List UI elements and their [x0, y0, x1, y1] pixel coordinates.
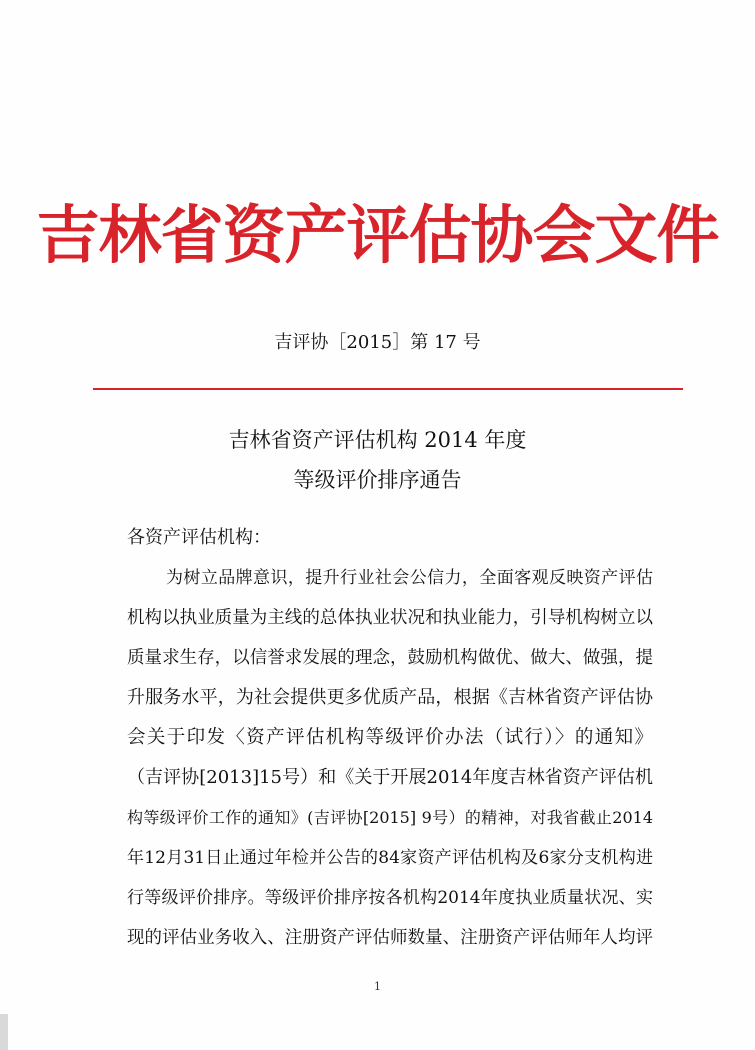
body-line: （吉评协[2013]15号）和《关于开展2014年度吉林省资产评估机: [127, 767, 653, 788]
header-divider: [93, 388, 683, 390]
body-line: 升服务水平，为社会提供更多优质产品，根据《吉林省资产评估协: [127, 687, 653, 708]
document-number: 吉评协［2015］第 17 号: [274, 332, 481, 353]
document-header-title: 吉林省资产评估协会文件: [36, 198, 719, 272]
notice-title-line-1: 吉林省资产评估机构 2014 年度: [228, 428, 527, 452]
body-line: 为树立品牌意识，提升行业社会公信力，全面客观反映资产评估: [166, 568, 653, 588]
body-line: 质量求生存，以信誉求发展的理念，鼓励机构做优、做大、做强，提: [127, 648, 653, 668]
salutation: 各资产评估机构：: [127, 527, 271, 548]
notice-title-line-2: 等级评价排序通告: [293, 468, 462, 492]
body-line: 行等级评价排序。等级评价排序按各机构2014年度执业质量状况、实: [127, 888, 653, 908]
body-line: 会关于印发〈资产评估机构等级评价办法（试行）〉的通知》: [127, 727, 653, 748]
body-line: 构等级评价工作的通知》(吉评协[2015] 9号）的精神，对我省截止2014: [127, 808, 653, 827]
page-number: 1: [374, 980, 381, 993]
body-line: 现的评估业务收入、注册资产评估师数量、注册资产评估师年人均评: [127, 928, 653, 948]
scan-edge-mark: [0, 1014, 8, 1050]
body-line: 年12月31日止通过年检并公告的84家资产评估机构及6家分支机构进: [127, 848, 653, 868]
body-line: 机构以执业质量为主线的总体执业状况和执业能力，引导机构树立以: [127, 608, 653, 628]
